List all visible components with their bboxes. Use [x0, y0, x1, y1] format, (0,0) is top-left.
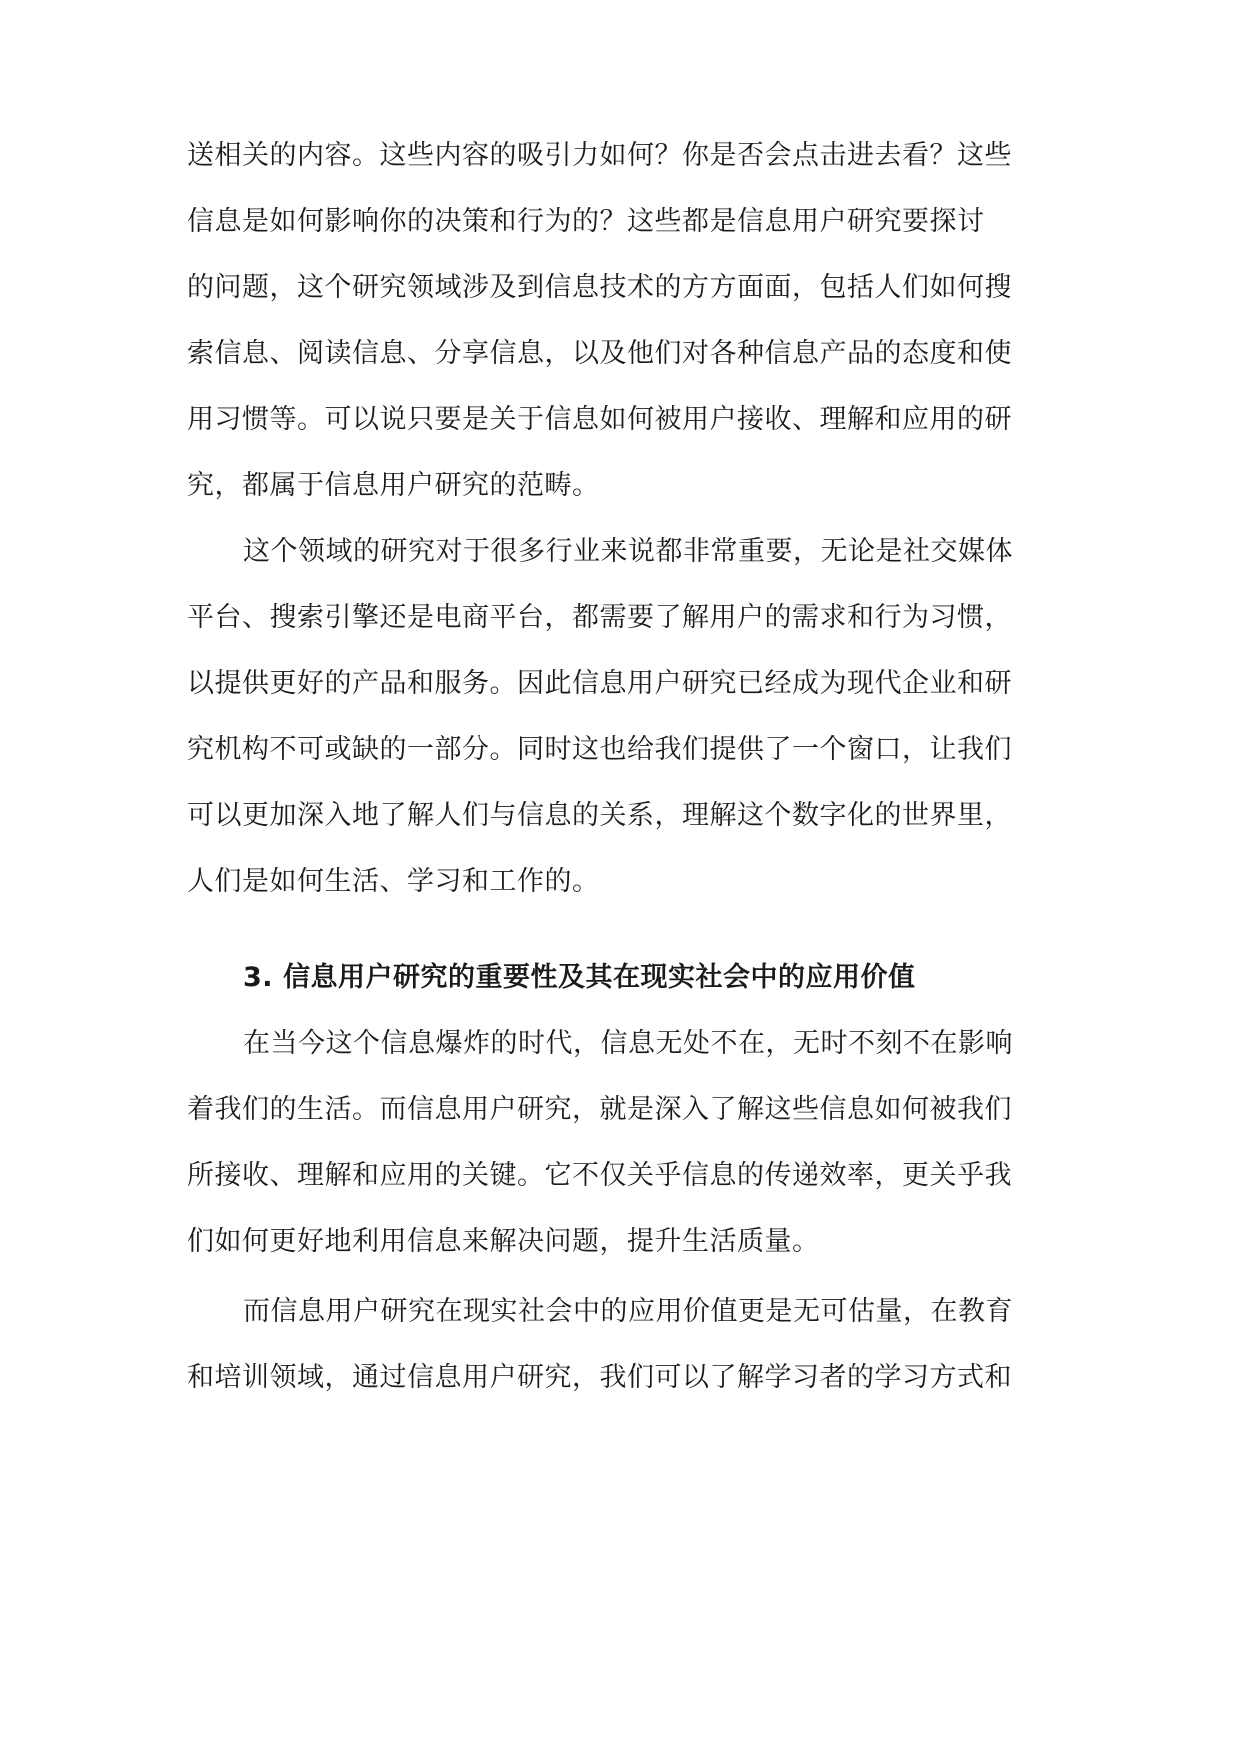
- text-line: 而信息用户研究在现实社会中的应用价值更是无可估量，在教育: [243, 1296, 1013, 1327]
- text-line: 用习惯等。可以说只要是关于信息如何被用户接收、理解和应用的研: [187, 404, 1012, 435]
- text-line: 人们是如何生活、学习和工作的。: [187, 866, 600, 897]
- text-line: 这个领域的研究对于很多行业来说都非常重要，无论是社交媒体: [243, 536, 1013, 567]
- text-line: 在当今这个信息爆炸的时代，信息无处不在，无时不刻不在影响: [243, 1028, 1013, 1059]
- text-line: 着我们的生活。而信息用户研究，就是深入了解这些信息如何被我们: [187, 1094, 1012, 1125]
- text-line: 信息是如何影响你的决策和行为的？这些都是信息用户研究要探讨: [187, 206, 985, 237]
- section-heading: 3. 信息用户研究的重要性及其在现实社会中的应用价值: [243, 962, 916, 993]
- text-line: 可以更加深入地了解人们与信息的关系，理解这个数字化的世界里，: [187, 800, 1012, 831]
- text-line: 和培训领域，通过信息用户研究，我们可以了解学习者的学习方式和: [187, 1362, 1012, 1393]
- text-line: 所接收、理解和应用的关键。它不仅关乎信息的传递效率，更关乎我: [187, 1160, 1012, 1191]
- text-line: 的问题，这个研究领域涉及到信息技术的方方面面，包括人们如何搜: [187, 272, 1012, 303]
- text-line: 究，都属于信息用户研究的范畴。: [187, 470, 600, 501]
- text-line: 究机构不可或缺的一部分。同时这也给我们提供了一个窗口，让我们: [187, 734, 1012, 765]
- text-line: 平台、搜索引擎还是电商平台，都需要了解用户的需求和行为习惯，: [187, 602, 1012, 633]
- text-line: 们如何更好地利用信息来解决问题，提升生活质量。: [187, 1226, 820, 1257]
- text-line: 索信息、阅读信息、分享信息，以及他们对各种信息产品的态度和使: [187, 338, 1012, 369]
- text-line: 以提供更好的产品和服务。因此信息用户研究已经成为现代企业和研: [187, 668, 1012, 699]
- text-line: 送相关的内容。这些内容的吸引力如何？你是否会点击进去看？这些: [187, 140, 1012, 171]
